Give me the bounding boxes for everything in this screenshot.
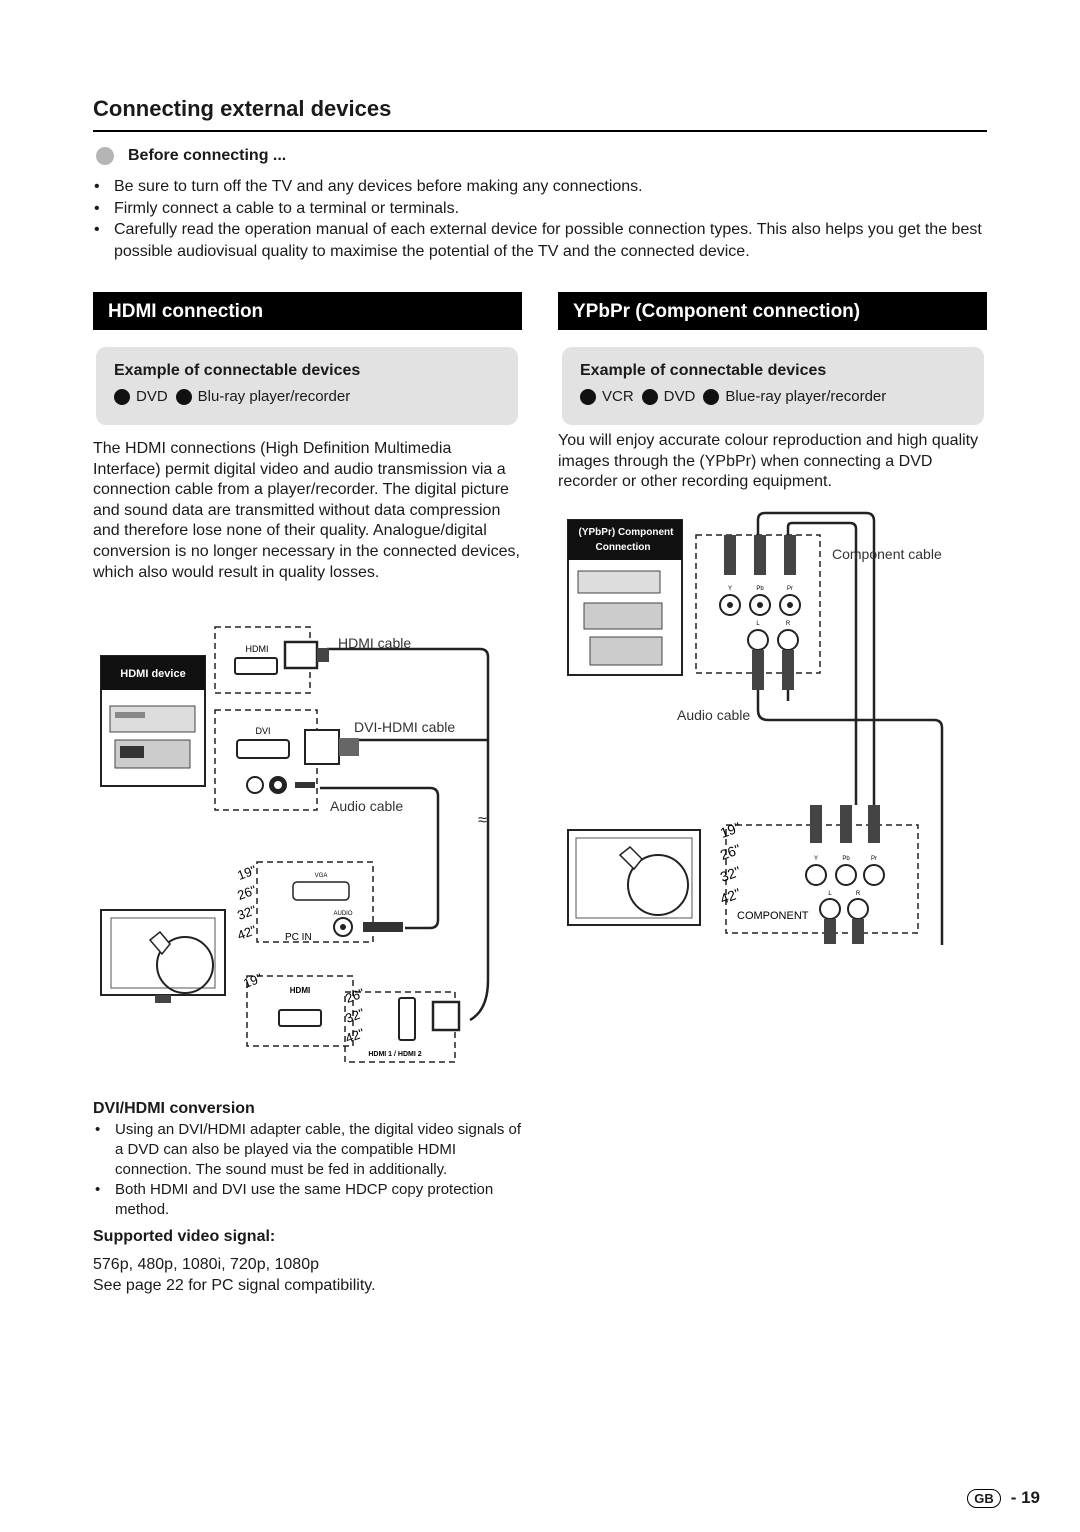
bullet-icon [703, 389, 719, 405]
title-divider [93, 130, 987, 132]
l-label: L [828, 891, 832, 897]
size-badge: 19" [235, 862, 259, 883]
device-item: DVD [136, 388, 168, 405]
bullet-icon [114, 389, 130, 405]
size-badge: 42" [343, 1025, 367, 1046]
device-item: VCR [602, 388, 634, 405]
pr-label: Pr [787, 586, 793, 592]
component-cable-label: Component cable [832, 546, 942, 562]
hdmi-cable-label: HDMI cable [338, 635, 412, 651]
hdmi-connection-diagram [95, 620, 515, 1070]
before-connecting-label: Before connecting ... [128, 147, 287, 164]
hdmi-device-label: HDMI device [120, 668, 186, 680]
bullet-icon [580, 389, 596, 405]
list-item: • Be sure to turn off the TV and any devices before making any connections. [93, 176, 983, 198]
y-label: Y [727, 586, 733, 592]
pr-label: Pr [871, 856, 877, 862]
size-badge: 26" [235, 882, 259, 903]
l-label: L [756, 621, 760, 627]
before-connecting-list [93, 176, 983, 262]
vga-label: VGA [314, 873, 328, 879]
dvi-conversion-heading: DVI/HDMI conversion [93, 1100, 255, 1117]
hdmi-description: The HDMI connections (High Definition Multimedia Interface) permit digital video and audio transmission via a connection cable from a player/recorder. The digital picture and sound data are transmitted without data compression and therefore lose none of their quality. Analogue/digital conversion is no longer necessary in the connected devices, which also would result in quality losses. [93, 440, 520, 581]
bullet-icon [176, 389, 192, 405]
page-number [967, 1488, 1040, 1508]
device-item: DVD [663, 388, 696, 405]
hdmi-example-heading: Example of connectable devices [114, 362, 361, 379]
ypbpr-connection-diagram [560, 505, 980, 945]
size-badge: 19" [241, 970, 265, 991]
ypbpr-device-list [580, 388, 966, 405]
bullet-dot-icon [96, 147, 114, 165]
size-badge: 32" [235, 902, 259, 923]
svg-text:≈: ≈ [478, 812, 487, 829]
audio-port-label: AUDIO [333, 911, 353, 917]
size-badge: 26" [343, 985, 367, 1006]
pc-in-label: PC IN [285, 932, 312, 943]
r-label: R [785, 621, 791, 627]
list-item: • Using an DVI/HDMI adapter cable, the digital video signals of a DVD can also be played via the compatible HDMI connection. The sound must be fed in additionally. [93, 1120, 523, 1180]
hdmi-section-header: HDMI connection [93, 292, 522, 330]
size-badge: 32" [343, 1005, 367, 1026]
hdmi-port-pair: HDMI 1 / HDMI 2 [368, 1051, 422, 1058]
audio-cable-label: Audio cable [677, 707, 751, 723]
dvi-port-label: DVI [255, 726, 271, 736]
page-number-text: - 19 [1010, 1488, 1040, 1507]
before-connecting-heading [96, 147, 286, 165]
ypbpr-example-box [562, 347, 984, 425]
y-label: Y [813, 856, 819, 862]
size-badge: 42" [717, 884, 743, 907]
device-item: Blue-ray player/recorder [725, 388, 887, 405]
dvi-hdmi-cable-label: DVI-HDMI cable [354, 719, 456, 735]
hdmi-device-list [114, 388, 500, 405]
video-signal-heading: Supported video signal: [93, 1228, 276, 1245]
ypbpr-example-heading: Example of connectable devices [580, 362, 827, 379]
hdmi-logo: HDMI [289, 986, 311, 995]
video-signal-values: 576p, 480p, 1080i, 720p, 1080p [93, 1256, 319, 1273]
list-item: • Firmly connect a cable to a terminal or terminals. [93, 198, 983, 220]
hdmi-port-label: HDMI [245, 644, 269, 654]
device-item: Blu-ray player/recorder [197, 388, 351, 405]
ypbpr-description: You will enjoy accurate colour reproduction and high quality images through the (YPbPr) when connecting a DVD recorder or other recording equipment. [558, 432, 979, 491]
component-port-label: COMPONENT [737, 910, 809, 922]
ypbpr-section-header: YPbPr (Component connection) [558, 292, 987, 330]
size-badge: 26" [717, 840, 743, 863]
bullet-icon [642, 389, 658, 405]
pb-label: Pb [756, 586, 764, 592]
pc-signal-note: See page 22 for PC signal compatibility. [93, 1277, 376, 1294]
list-item: • Both HDMI and DVI use the same HDCP copy protection method. [93, 1180, 523, 1220]
page-title: Connecting external devices [93, 96, 392, 121]
r-label: R [855, 891, 861, 897]
list-item: • Carefully read the operation manual of each external device for possible connection types. This also helps you get the best possible audiovisual quality to maximise the potential of the TV and the connected device. [93, 219, 983, 262]
pb-label: Pb [842, 856, 850, 862]
dvi-conversion-list [93, 1120, 523, 1220]
ypbpr-box-label: Connection [595, 542, 651, 553]
region-badge: GB [967, 1489, 1001, 1508]
size-badge: 19" [717, 818, 743, 841]
audio-cable-label: Audio cable [330, 798, 404, 814]
size-badge: 32" [717, 862, 743, 885]
size-badge: 42" [235, 922, 259, 943]
hdmi-example-box [96, 347, 518, 425]
ypbpr-box-label: (YPbPr) Component [578, 527, 674, 538]
